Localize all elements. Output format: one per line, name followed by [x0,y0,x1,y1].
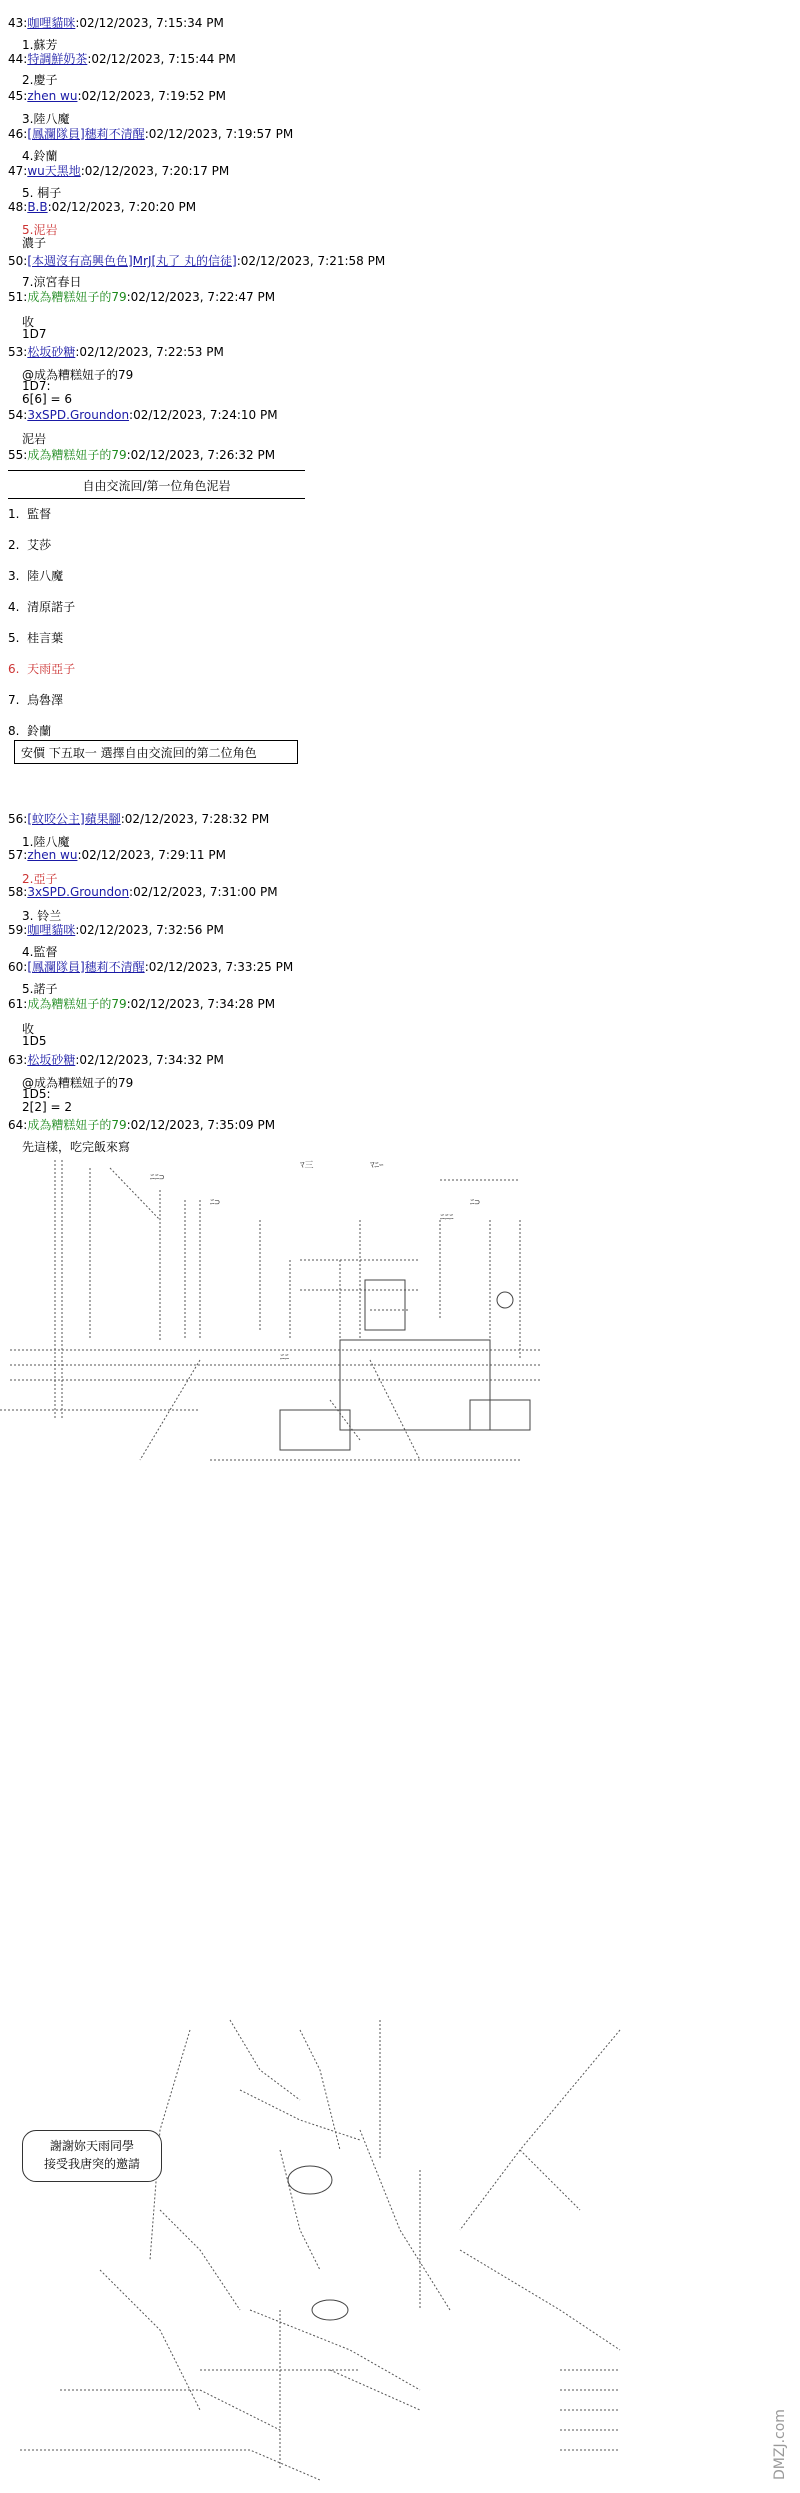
post-body: 濃子 [22,236,47,250]
list-item: 1. 監督 [8,507,52,521]
poster-name-link[interactable]: [鳳瀾隊員]穗莉不清醒 [27,960,145,974]
poster-name-link[interactable]: 咖哩貓咪 [27,16,76,30]
post-header: 47:wu天黑地:02/12/2023, 7:20:17 PM [8,164,230,178]
poster-name-link[interactable]: 成為糟糕妞子的79 [27,290,127,304]
post-body: 收 [22,315,35,329]
list-item: 6. 天雨亞子 [8,662,76,676]
poster-name-link[interactable]: B.B [27,200,48,214]
post-header: 53:松坂砂糖:02/12/2023, 7:22:53 PM [8,345,224,359]
post-body: 3.陸八魔 [22,112,70,126]
poster-name-link[interactable]: [蚊咬公主]蘋果腳 [27,812,121,826]
post-body: 2.慶子 [22,73,58,87]
post-header: 48:B.B:02/12/2023, 7:20:20 PM [8,200,197,214]
svg-text:ﾆﾆﾆ: ﾆﾆﾆ [440,1213,454,1223]
poster-name-link[interactable]: 咖哩貓咪 [27,923,76,937]
list-item: 5. 桂言葉 [8,631,64,645]
art-label: ﾏﾆｰ [370,1161,384,1171]
post-body: 5. 桐子 [22,186,62,200]
poster-name-link[interactable]: 松坂砂糖 [27,345,76,359]
poster-name-link[interactable]: 特調鮮奶茶 [27,52,88,66]
post-body: 1D7 [22,327,47,341]
street-scene-art [0,1160,545,1490]
post-body: 4.鈴蘭 [22,149,58,163]
svg-text:ﾆﾆ⊃: ﾆﾆ⊃ [150,1173,165,1183]
poster-name-link[interactable]: wu天黑地 [27,164,81,178]
poster-name-link[interactable]: zhen wu [27,89,78,103]
list-item: 4. 清原諾子 [8,600,76,614]
post-header: 60:[鳳瀾隊員]穗莉不清醒:02/12/2023, 7:33:25 PM [8,960,294,974]
post-header: 57:zhen wu:02/12/2023, 7:29:11 PM [8,848,226,862]
post-body: 7.涼宮春日 [22,275,82,289]
poster-name-link[interactable]: 松坂砂糖 [27,1053,76,1067]
post-body: 1.陸八魔 [22,835,70,849]
post-body: 先這樣，吃完飯來寫 [22,1140,131,1154]
poster-name-link[interactable]: [鳳瀾隊員]穗莉不清醒 [27,127,145,141]
post-header: 45:zhen wu:02/12/2023, 7:19:52 PM [8,89,226,103]
poster-name-link[interactable]: zhen wu [27,848,78,862]
post-body: 6[6] = 6 [22,392,72,406]
svg-text:ﾆﾆ: ﾆﾆ [280,1353,290,1363]
post-header: 59:咖哩貓咪:02/12/2023, 7:32:56 PM [8,923,224,937]
post-body: @成為糟糕妞子的79 [22,1076,134,1090]
section-title: 自由交流回/第一位角色泥岩 [82,479,231,493]
post-header: 46:[鳳瀾隊員]穗莉不清醒:02/12/2023, 7:19:57 PM [8,127,294,141]
post-body: 2[2] = 2 [22,1100,72,1114]
post-header: 43:咖哩貓咪:02/12/2023, 7:15:34 PM [8,16,224,30]
post-header: 61:成為糟糕妞子的79:02/12/2023, 7:34:28 PM [8,997,276,1011]
post-body: 5.諾子 [22,982,58,996]
list-item: 3. 陸八魔 [8,569,64,583]
poster-name-link[interactable]: 成為糟糕妞子的79 [27,997,127,1011]
post-body: 收 [22,1022,35,1036]
post-body: 泥岩 [22,432,47,446]
post-header: 63:松坂砂糖:02/12/2023, 7:34:32 PM [8,1053,224,1067]
post-header: 54:3xSPD.Groundon:02/12/2023, 7:24:10 PM [8,408,278,422]
post-header: 58:3xSPD.Groundon:02/12/2023, 7:31:00 PM [8,885,278,899]
poster-name-link[interactable]: 3xSPD.Groundon [27,408,130,422]
bubble-line: 謝謝妳天雨同學 [49,2139,134,2153]
poster-name-link[interactable]: 成為糟糕妞子的79 [27,1118,127,1132]
post-body: 1.蘇芳 [22,38,58,52]
svg-text:ﾆ⊃: ﾆ⊃ [210,1198,220,1208]
post-header: 56:[蚊咬公主]蘋果腳:02/12/2023, 7:28:32 PM [8,812,270,826]
speech-bubble [22,2130,162,2182]
post-body: 1D7: [22,379,51,393]
poster-name-link[interactable]: 3xSPD.Groundon [27,885,130,899]
post-header: 44:特調鮮奶茶:02/12/2023, 7:15:44 PM [8,52,236,66]
post-body: 1D5: [22,1087,51,1101]
post-body: 4.監督 [22,945,58,959]
svg-text:ﾆ⊃: ﾆ⊃ [470,1198,480,1208]
post-header: 51:成為糟糕妞子的79:02/12/2023, 7:22:47 PM [8,290,276,304]
site-watermark: DMZJ.com [772,2409,788,2480]
post-header: 50:[本週沒有高興色色]MrJ[丸了 丸的信徒]:02/12/2023, 7:21:58 PM [8,254,386,268]
post-body: 5.泥岩 [22,223,58,237]
post-header: 55:成為糟糕妞子的79:02/12/2023, 7:26:32 PM [8,448,276,462]
post-body: @成為糟糕妞子的79 [22,368,134,382]
post-header: 64:成為糟糕妞子的79:02/12/2023, 7:35:09 PM [8,1118,276,1132]
character-art [0,2010,640,2490]
post-body: 2.亞子 [22,872,58,886]
post-body: 1D5 [22,1034,47,1048]
poster-name-link[interactable]: [本週沒有高興色色]MrJ[丸了 丸的信徒] [27,254,237,268]
list-item: 8. 鈴蘭 [8,724,52,738]
bubble-line: 接受我唐突的邀請 [43,2157,140,2171]
list-item: 7. 烏魯澤 [8,693,64,707]
divider [8,498,305,499]
poster-name-link[interactable]: 成為糟糕妞子的79 [27,448,127,462]
art-label: ﾏ三 [300,1161,314,1171]
divider [8,470,305,471]
prompt-box: 安價 下五取一 選擇自由交流回的第二位角色 [14,740,298,764]
list-item: 2. 艾莎 [8,538,52,552]
post-body: 3. 铃兰 [22,909,62,923]
